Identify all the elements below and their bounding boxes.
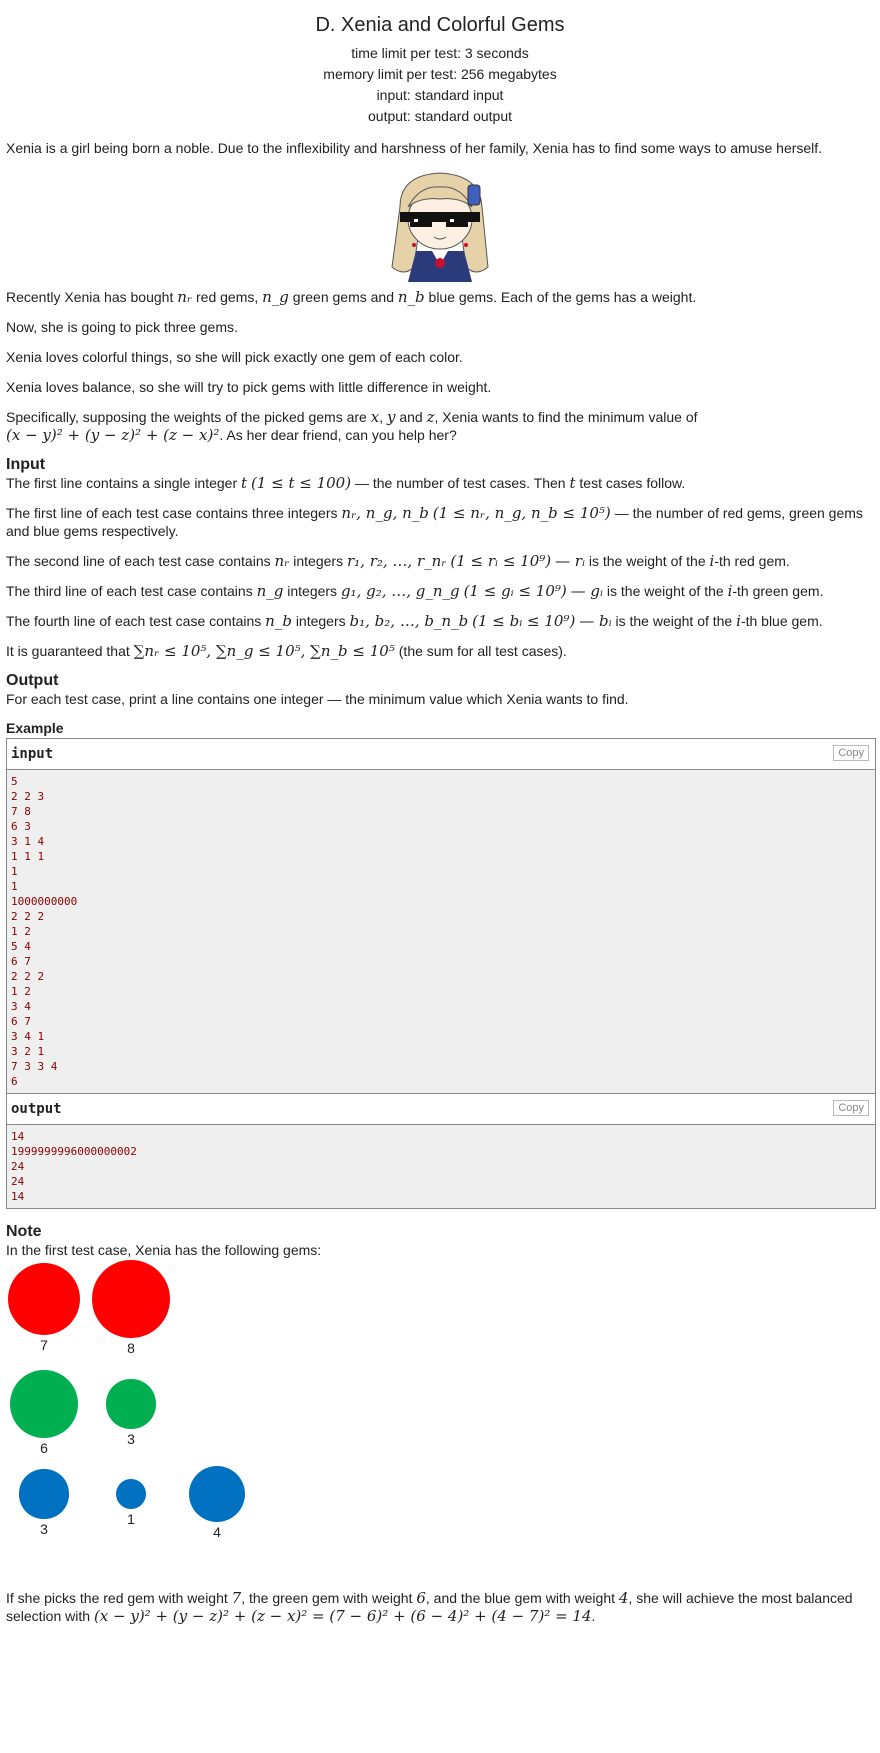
output-description: For each test case, print a line contains one integer — the minimum value which Xenia wants to find. — [6, 691, 629, 707]
input-type: input: standard input — [376, 87, 504, 103]
input-line-1: The first line contains a single integer t (1 ≤ t ≤ 100) — the number of test cases. Then t test cases follow. — [6, 474, 686, 492]
input-line: 3 4 1 — [11, 1030, 45, 1043]
gems-illustration — [0, 1259, 880, 1599]
gem-weight-label: 6 — [40, 1439, 48, 1456]
final-formula: (x − y)² + (y − z)² + (z − x)² = (7 − 6)² + (6 − 4)² + (4 − 7)² = 14 — [93, 1607, 592, 1625]
input-label: input — [11, 746, 54, 762]
gem-circle — [10, 1370, 78, 1438]
pick-paragraph: Now, she is going to pick three gems. — [6, 319, 238, 335]
balance-paragraph: Xenia loves balance, so she will try to pick gems with little difference in weight. — [6, 379, 492, 395]
input-line: 7 8 — [11, 805, 31, 818]
gem-weight-label: 3 — [40, 1520, 48, 1537]
input-line: 2 2 3 — [11, 790, 45, 803]
gem-weight-label: 4 — [213, 1524, 221, 1540]
input-line: 6 7 — [11, 955, 31, 968]
gem-weight-label: 3 — [127, 1430, 135, 1447]
problem-title: D. Xenia and Colorful Gems — [315, 14, 565, 36]
output-line: 1999999996000000002 — [11, 1145, 137, 1158]
input-line: 6 7 — [11, 1015, 31, 1028]
input-heading: Input — [6, 456, 46, 473]
note-heading: Note — [6, 1223, 42, 1240]
input-line: 5 4 — [11, 940, 31, 953]
example-box — [6, 738, 876, 1209]
memory-limit: memory limit per test: 256 megabytes — [323, 66, 557, 82]
input-box-header — [7, 739, 875, 770]
specific-paragraph: Specifically, supposing the weights of the picked gems are x, y and z, Xenia wants to find the minimum value of (x − y)² + (y − z)² + (z − x)². As her dear friend, can you help her? — [6, 408, 698, 444]
input-line: 1 2 — [11, 925, 31, 938]
gem-circle — [189, 1466, 245, 1522]
input-line: 6 — [11, 1075, 18, 1088]
output-content — [7, 1125, 875, 1208]
input-line: 5 — [11, 775, 18, 788]
input-line-6: It is guaranteed that ∑nᵣ ≤ 10⁵, ∑n_g ≤ 10⁵, ∑n_b ≤ 10⁵ (the sum for all test cases). — [6, 642, 567, 660]
input-line: 1 2 — [11, 985, 31, 998]
note-text: In the first test case, Xenia has the following gems: — [6, 1242, 322, 1258]
input-line: 6 3 — [11, 820, 31, 833]
gem-circle — [106, 1379, 155, 1428]
intro-paragraph: Xenia is a girl being born a noble. Due to the inflexibility and harshness of her family, Xenia has to find some ways to amuse herself. — [6, 140, 823, 156]
input-line: 2 2 2 — [11, 970, 45, 983]
input-line-3: The second line of each test case contains nᵣ integers r₁, r₂, …, r_nᵣ (1 ≤ rᵢ ≤ 10⁹) — rᵢ is the weight of the i-th red gem. — [6, 552, 790, 570]
output-box-header — [7, 1093, 875, 1125]
input-line: 1000000000 — [11, 895, 78, 908]
output-line: 14 — [11, 1130, 25, 1143]
input-line: 1 1 1 — [11, 850, 45, 863]
output-label: output — [11, 1101, 62, 1117]
copy-input-button[interactable]: Copy — [833, 745, 869, 761]
problem-page — [0, 14, 880, 1753]
gem-circle — [116, 1479, 146, 1509]
gem-circle — [92, 1260, 170, 1338]
output-line: 24 — [11, 1175, 25, 1188]
mascot-drawing — [380, 167, 500, 282]
input-line: 1 — [11, 865, 18, 878]
input-line: 3 2 1 — [11, 1045, 45, 1058]
final-paragraph: If she picks the red gem with weight 7, the green gem with weight 6, and the blue gem with weight 4, she will achieve the most balanced selection with (x − y)² + (y − z)² + (z − x)² = (7 − 6)² + (6 − 4)² + (4 − 7)² = 14. — [6, 1589, 853, 1625]
gem-circle — [19, 1469, 68, 1518]
input-line: 2 2 2 — [11, 910, 45, 923]
input-content — [7, 770, 875, 1093]
input-line-4: The third line of each test case contains n_g integers g₁, g₂, …, g_n_g (1 ≤ gᵢ ≤ 10⁹) — gᵢ is the weight of the i-th green gem. — [6, 582, 824, 600]
time-limit: time limit per test: 3 seconds — [351, 45, 529, 61]
input-line: 3 1 4 — [11, 835, 45, 848]
output-heading: Output — [6, 672, 59, 689]
output-line: 24 — [11, 1160, 25, 1173]
objective-formula: (x − y)² + (y − z)² + (z − x)² — [6, 426, 220, 444]
example-heading: Example — [6, 720, 64, 736]
output-type: output: standard output — [368, 108, 512, 124]
gem-weight-label: 1 — [127, 1511, 135, 1527]
input-line: 7 3 3 4 — [11, 1060, 58, 1073]
copy-output-button[interactable]: Copy — [833, 1100, 869, 1116]
input-line-2: The first line of each test case contains three integers nᵣ, n_g, n_b (1 ≤ nᵣ, n_g, n_b ≤ 10⁵) — the number of red gems, green gems and blue gems respectively. — [6, 504, 863, 539]
mascot-image — [380, 167, 500, 282]
input-line: 1 — [11, 880, 18, 893]
bought-paragraph: Recently Xenia has bought nᵣ red gems, n_g green gems and n_b blue gems. Each of the gems has a weight. — [6, 288, 697, 306]
colorful-paragraph: Xenia loves colorful things, so she will pick exactly one gem of each color. — [6, 349, 463, 365]
input-line: 3 4 — [11, 1000, 31, 1013]
output-line: 14 — [11, 1190, 25, 1203]
input-line-5: The fourth line of each test case contains n_b integers b₁, b₂, …, b_n_b (1 ≤ bᵢ ≤ 10⁹) — bᵢ is the weight of the i-th blue gem. — [6, 612, 823, 630]
gem-weight-label: 8 — [127, 1339, 135, 1356]
gem-weight-label: 7 — [40, 1337, 48, 1354]
gem-circle — [8, 1263, 81, 1336]
